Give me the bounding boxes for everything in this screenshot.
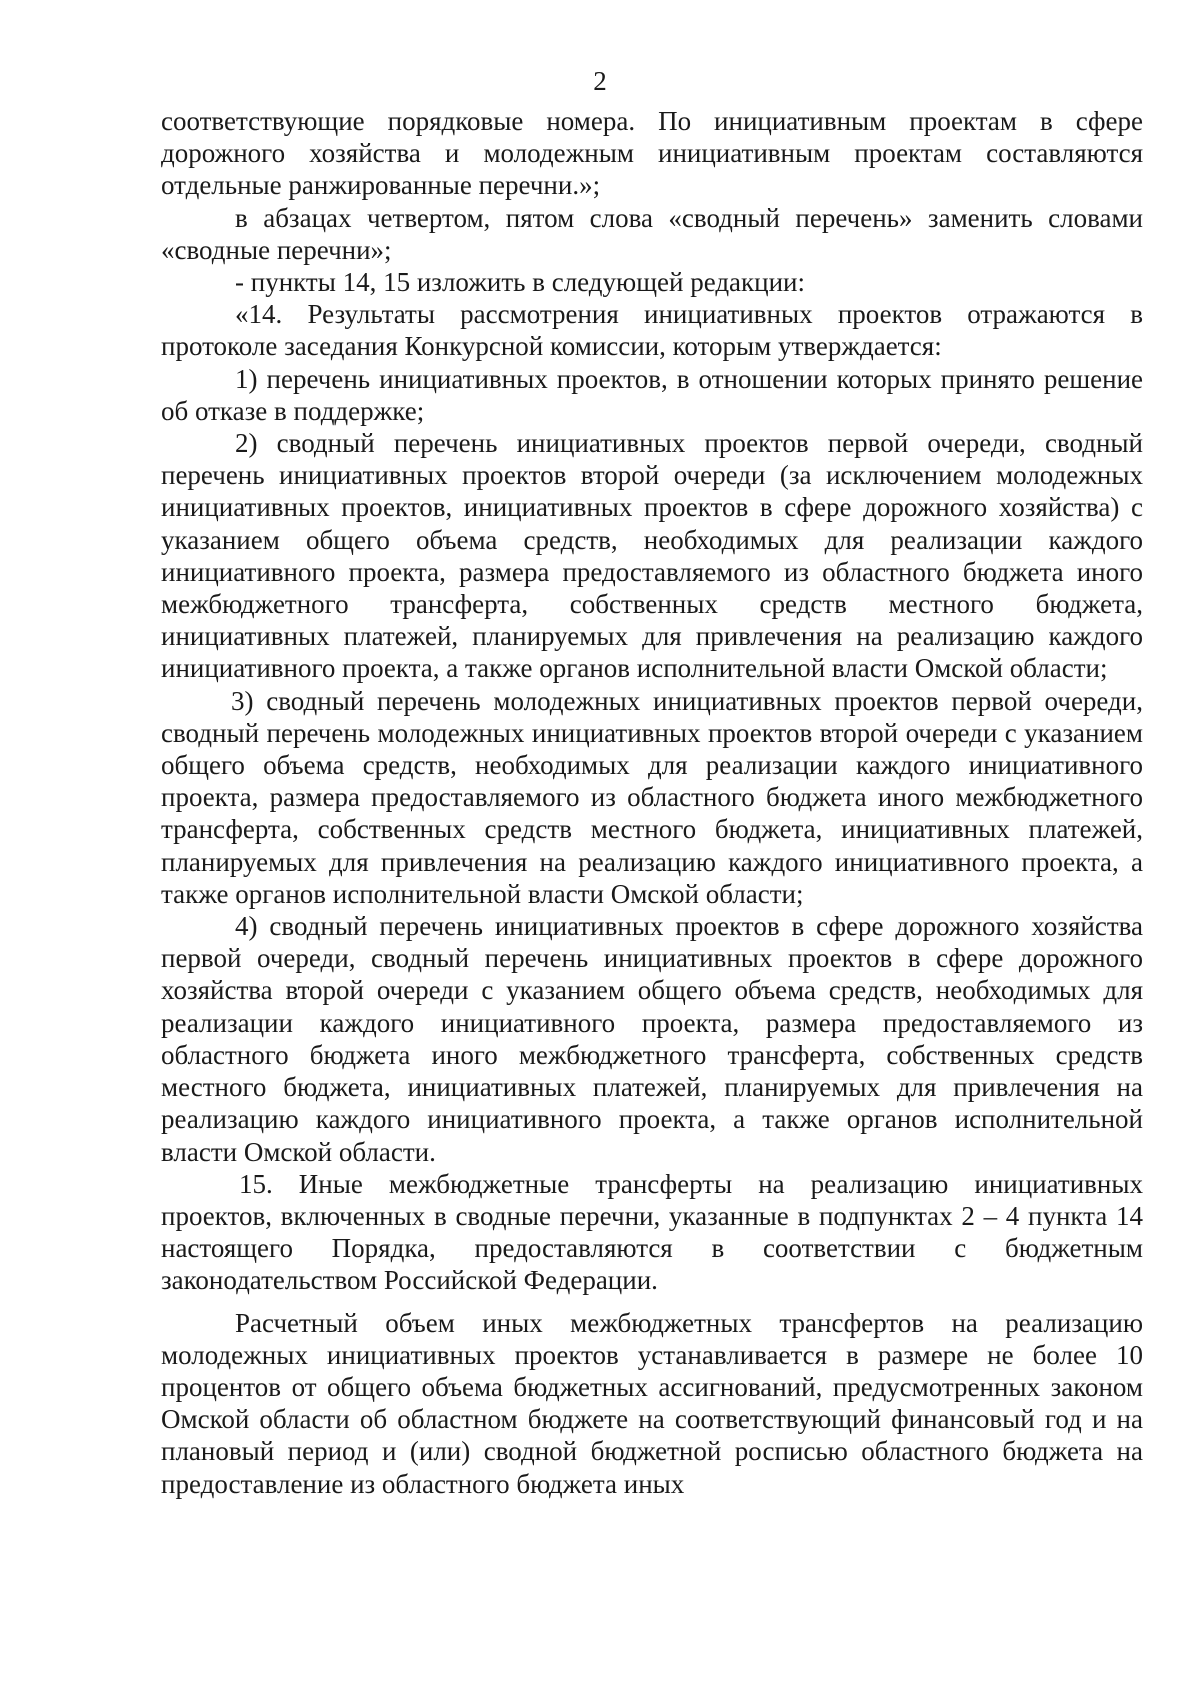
- paragraph-calculated-volume: Расчетный объем иных межбюджетных трансфертов на реализацию молодежных инициативных проектов устанавливается в размере не более 10 процентов от общего объема бюджетных ассигнований, предусмотренных законом Омской области об областном бюджете на соответствующий финансовый год и на плановый период и (или) сводной бюджетной росписью областного бюджета на предоставление из областного бюджета иных: [161, 1307, 1143, 1499]
- paragraph-subpoint-1: 1) перечень инициативных проектов, в отношении которых принято решение об отказе в поддержке;: [161, 363, 1143, 426]
- page-number: 2: [593, 66, 607, 96]
- paragraph-continuation: соответствующие порядковые номера. По инициативным проектам в сфере дорожного хозяйства и молодежным инициативным проектам составляются отдельные ранжированные перечни.»;: [161, 106, 1143, 201]
- paragraph-point-14: «14. Результаты рассмотрения инициативных проектов отражаются в протоколе заседания Конкурсной комиссии, которым утверждается:: [161, 299, 1143, 362]
- paragraph-subpoint-3: 3) сводный перечень молодежных инициативных проектов первой очереди, сводный перечень молодежных инициативных проектов второй очереди с указанием общего объема средств, необходимых для реализации каждого инициативного проекта, размера предоставляемого из областного бюджета иного межбюджетного трансферта, собственных средств местного бюджета, инициативных платежей, планируемых для привлечения на реализацию каждого инициативного проекта, а также органов исполнительной власти Омской области;: [161, 685, 1143, 909]
- document-body: [161, 105, 1143, 1500]
- paragraph-subpoint-2: 2) сводный перечень инициативных проектов первой очереди, сводный перечень инициативных проектов второй очереди (за исключением молодежных инициативных проектов, инициативных проектов в сфере дорожного хозяйства) с указанием общего объема средств, необходимых для реализации каждого инициативного проекта, размера предоставляемого из областного бюджета иного межбюджетного трансферта, собственных средств местного бюджета, инициативных платежей, планируемых для привлечения на реализацию каждого инициативного проекта, а также органов исполнительной власти Омской области;: [161, 428, 1143, 684]
- paragraph-subpoint-4: 4) сводный перечень инициативных проектов в сфере дорожного хозяйства первой очереди, сводный перечень инициативных проектов в сфере дорожного хозяйства второй очереди с указанием общего объема средств, необходимых для реализации каждого инициативного проекта, размера предоставляемого из областного бюджета иного межбюджетного трансферта, собственных средств местного бюджета, инициативных платежей, планируемых для привлечения на реализацию каждого инициативного проекта, а также органов исполнительной власти Омской области.: [161, 911, 1143, 1167]
- paragraph-points-14-15: - пункты 14, 15 изложить в следующей редакции:: [235, 267, 806, 298]
- paragraph-point-15: 15. Иные межбюджетные трансферты на реализацию инициативных проектов, включенных в сводные перечни, указанные в подпунктах 2 – 4 пункта 14 настоящего Порядка, предоставляются в соответствии с бюджетным законодательством Российской Федерации.: [161, 1168, 1143, 1296]
- paragraph-amendment-abzac: в абзацах четвертом, пятом слова «сводный перечень» заменить словами «сводные перечни»;: [161, 202, 1143, 265]
